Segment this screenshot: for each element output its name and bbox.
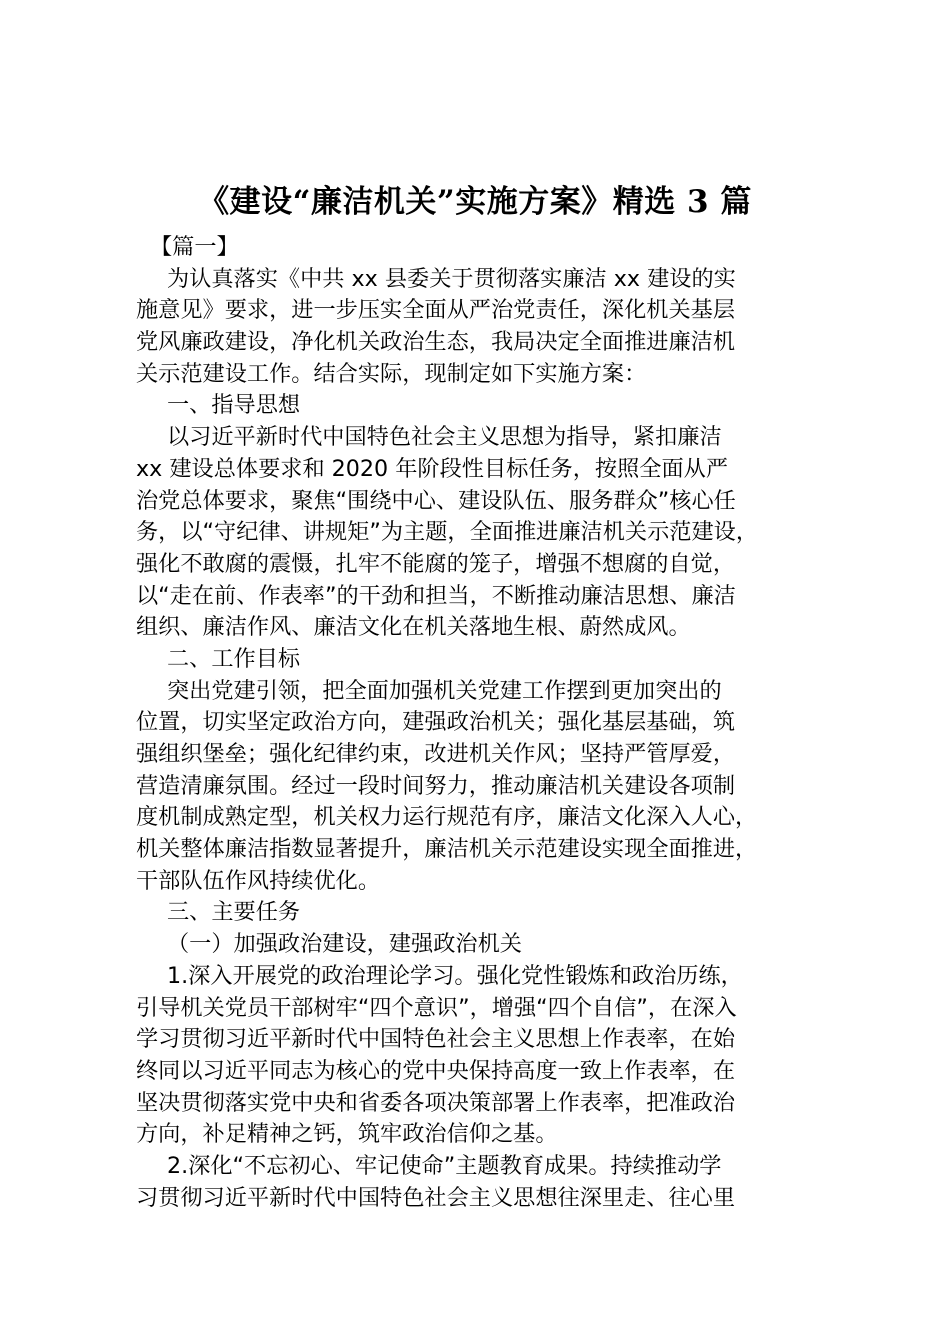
section-label: 【篇一】 [150, 234, 239, 260]
section-heading: 一、指导思想 [167, 392, 301, 419]
paragraph-line: 1.深入开展党的政治理论学习。强化党性锻炼和政治历练， [167, 962, 743, 989]
paragraph-line: 以习近平新时代中国特色社会主义思想为指导，紧扣廉洁 [167, 424, 722, 451]
paragraph-line: 2.深化“不忘初心、牢记使命”主题教育成果。持续推动学 [167, 1152, 722, 1179]
document-body [136, 232, 850, 1214]
paragraph-line: 终同以习近平同志为核心的党中央保持高度一致上作表率，在 [136, 1057, 736, 1084]
paragraph-line: 强化不敢腐的震慑，扎牢不能腐的笼子，增强不想腐的自觉， [136, 550, 736, 577]
paragraph-line: 习贯彻习近平新时代中国特色社会主义思想往深里走、往心里 [136, 1184, 736, 1211]
paragraph-line: 度机制成熟定型，机关权力运行规范有序，廉洁文化深入人心， [136, 804, 758, 831]
paragraph-line: 位置，切实坚定政治方向，建强政治机关；强化基层基础，筑 [136, 709, 736, 736]
paragraph-line: 务，以“守纪律、讲规矩”为主题，全面推进廉洁机关示范建设， [136, 519, 759, 546]
paragraph-line: 学习贯彻习近平新时代中国特色社会主义思想上作表率，在始 [136, 1026, 736, 1053]
section-heading: 二、工作目标 [167, 645, 301, 672]
paragraph-line: 干部队伍作风持续优化。 [136, 867, 381, 894]
paragraph-line: 方向，补足精神之钙，筑牢政治信仰之基。 [136, 1121, 558, 1148]
section-heading: 三、主要任务 [167, 899, 301, 926]
paragraph-line: 组织、廉洁作风、廉洁文化在机关落地生根、蔚然成风。 [136, 614, 691, 641]
document-title: 《建设“廉洁机关”实施方案》精选 3 篇 [198, 184, 752, 220]
paragraph-line: 引导机关党员干部树牢“四个意识”，增强“四个自信”，在深入 [136, 994, 737, 1021]
paragraph-line: 以“走在前、作表率”的干劲和担当，不断推动廉洁思想、廉洁 [136, 582, 736, 609]
paragraph-line: 治党总体要求，聚焦“围绕中心、建设队伍、服务群众”核心任 [136, 487, 736, 514]
paragraph-line: 机关整体廉洁指数显著提升，廉洁机关示范建设实现全面推进， [136, 836, 758, 863]
paragraph-line: 坚决贯彻落实党中央和省委各项决策部署上作表率，把准政治 [136, 1089, 736, 1116]
subsection-heading: （一）加强政治建设，建强政治机关 [167, 931, 522, 958]
paragraph-line: 为认真落实《中共 xx 县委关于贯彻落实廉洁 xx 建设的实 [167, 265, 736, 292]
paragraph-line: 党风廉政建设，净化机关政治生态，我局决定全面推进廉洁机 [136, 329, 736, 356]
paragraph-line: 营造清廉氛围。经过一段时间努力，推动廉洁机关建设各项制 [136, 772, 736, 799]
paragraph-line: xx 建设总体要求和 2020 年阶段性目标任务，按照全面从严 [136, 455, 729, 482]
paragraph-line: 突出党建引领，把全面加强机关党建工作摆到更加突出的 [167, 677, 722, 704]
paragraph-line: 施意见》要求，进一步压实全面从严治党责任，深化机关基层 [136, 297, 736, 324]
paragraph-line: 关示范建设工作。结合实际，现制定如下实施方案： [136, 360, 647, 387]
paragraph-line: 强组织堡垒；强化纪律约束，改进机关作风；坚持严管厚爱， [136, 741, 736, 767]
